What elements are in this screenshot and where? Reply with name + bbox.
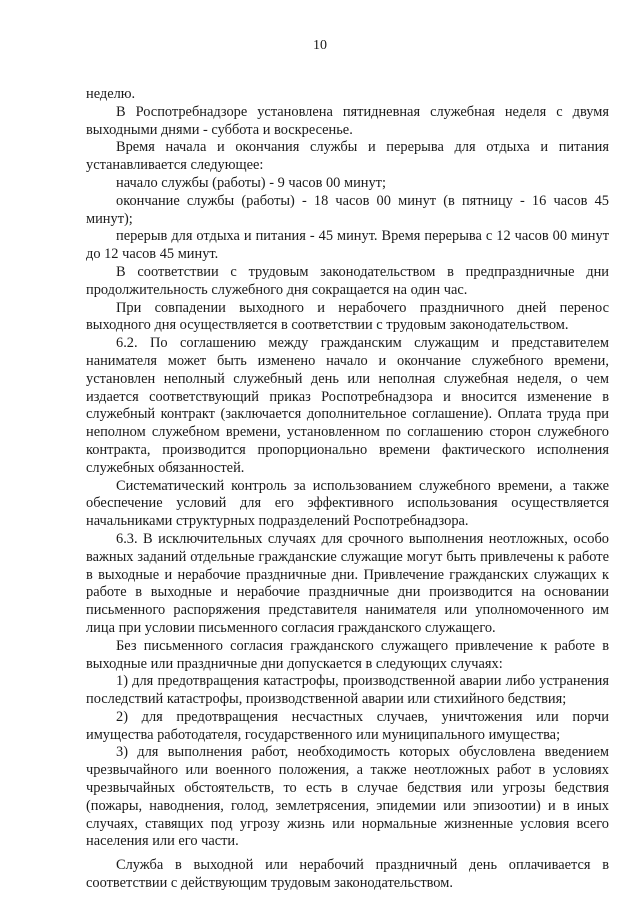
list-item: 2) для предотвращения несчастных случаев, уничтожения или порчи имущества работодателя, государственного или муниципального имущества; xyxy=(86,708,609,743)
page-number: 10 xyxy=(313,38,327,53)
paragraph: Время начала и окончания службы и перерыва для отдыха и питания устанавливается следующее: xyxy=(86,139,609,174)
list-line: окончание службы (работы) - 18 часов 00 минут (в пятницу - 16 часов 45 минут); xyxy=(86,192,609,227)
paragraph: неделю. xyxy=(86,86,136,102)
paragraph: В соответствии с трудовым законодательством в предпраздничные дни продолжительность служебного дня сокращается на один час. xyxy=(86,263,609,298)
list-line: перерыв для отдыха и питания - 45 минут. Время перерыва с 12 часов 00 минут до 12 часов 45 минут. xyxy=(86,228,609,263)
list-item: 1) для предотвращения катастрофы, производственной аварии либо устранения последствий катастрофы, производственной аварии или стихийного бедствия; xyxy=(86,673,609,708)
document-body xyxy=(86,86,609,893)
list-line: начало службы (работы) - 9 часов 00 минут; xyxy=(116,174,386,191)
paragraph: Систематический контроль за использованием служебного времени, а также обеспечение условий для его эффективного использования осуществляется начальниками структурных подразделений Роспотребнадзора. xyxy=(86,477,609,530)
section-6-3: 6.3. В исключительных случаях для срочного выполнения неотложных, особо важных заданий отдельные гражданские служащие могут быть привлечены к работе в выходные и нерабочие праздничные дни. Привлечение гражданских служащих к работе в выходные и нерабочие праздничные дни производится на основании письменного распоряжения представителя нанимателя или уполномоченного им лица при условии письменного согласия гражданского служащего. xyxy=(86,530,609,636)
list-item: 3) для выполнения работ, необходимость которых обусловлена введением чрезвычайного или военного положения, а также неотложных работ в условиях чрезвычайных обстоятельств, то есть в случае бедствия или угрозы бедствия (пожары, наводнения, голод, землетрясения, эпидемии или эпизоотии) и в иных случаях, ставящих под угрозу жизнь или нормальные жизненные условия всего населения или его части. xyxy=(86,744,609,850)
section-6-2: 6.2. По соглашению между гражданским служащим и представителем нанимателя может быть изменено начало и окончание служебного времени, установлен неполный служебный день или неполная служебная неделя, о чем издается соответствующий приказ Роспотребнадзора и вносится изменение в служебный контракт (заключается дополнительное соглашение). Оплата труда при неполном служебном времени, установленном по соглашению сторон служебного контракта, производится пропорционально времени фактического исполнения служебных обязанностей. xyxy=(86,335,609,476)
paragraph: В Роспотребнадзоре установлена пятидневная служебная неделя с двумя выходными днями - суббота и воскресенье. xyxy=(86,103,609,138)
paragraph: Без письменного согласия гражданского служащего привлечение к работе в выходные или праздничные дни допускается в следующих случаях: xyxy=(86,637,609,672)
paragraph: Служба в выходной или нерабочий праздничный день оплачивается в соответствии с действующим трудовым законодательством. xyxy=(86,857,609,892)
paragraph: При совпадении выходного и нерабочего праздничного дней перенос выходного дня осуществляется в соответствии с трудовым законодательством. xyxy=(86,299,609,334)
